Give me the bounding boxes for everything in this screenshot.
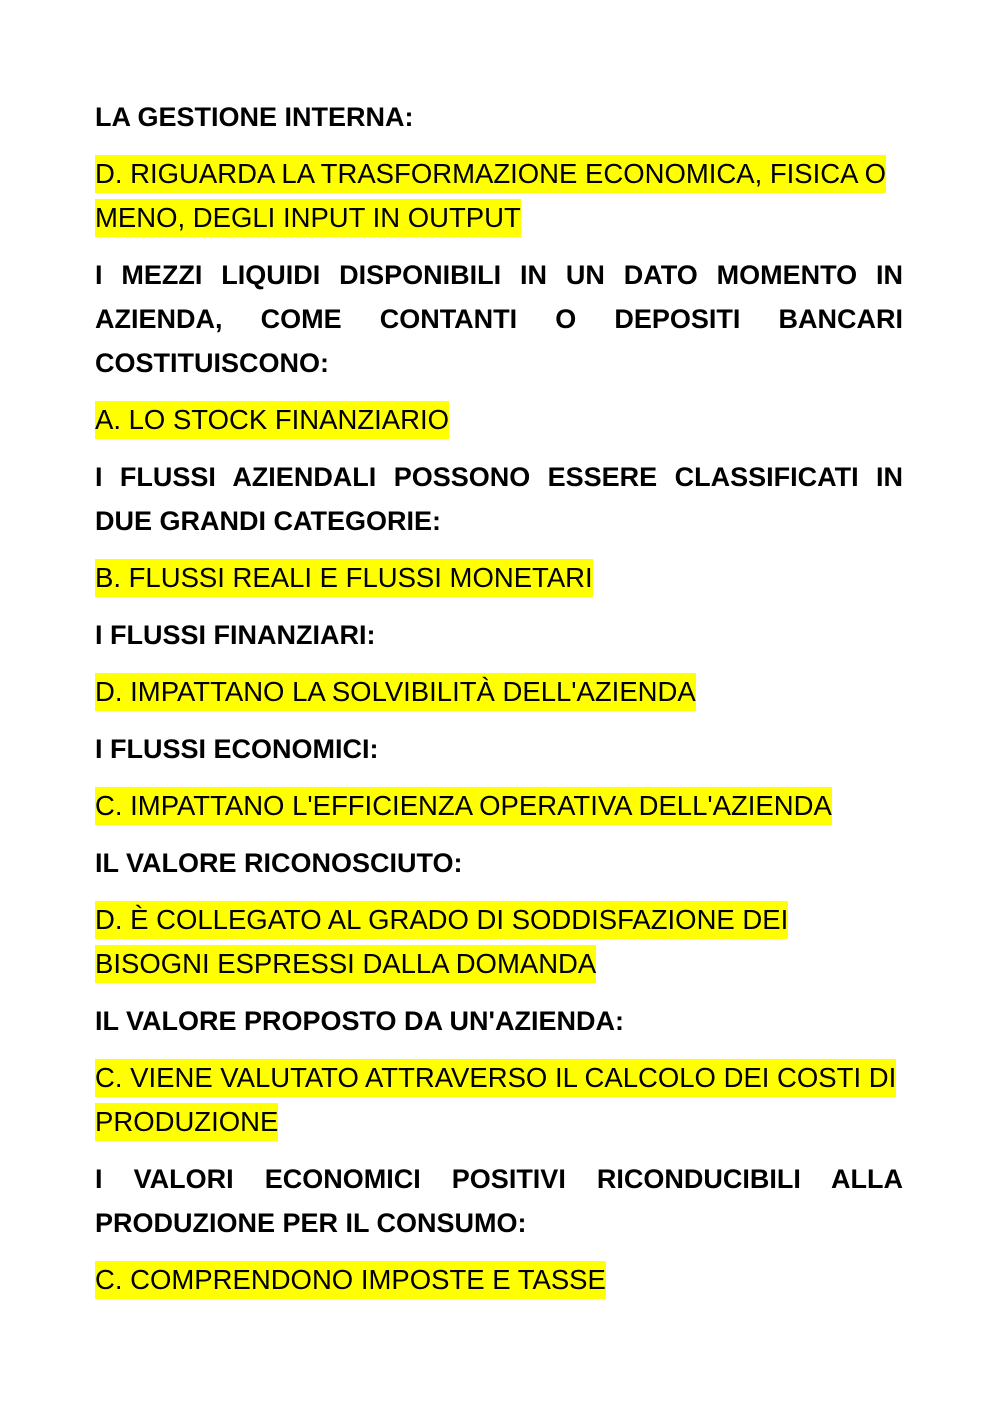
answer-block: [95, 398, 903, 442]
question-text: IL VALORE RICONOSCIUTO:: [95, 848, 463, 878]
highlighted-answer: C. COMPRENDONO IMPOSTE E TASSE: [95, 1261, 606, 1299]
highlighted-answer: C. VIENE VALUTATO ATTRAVERSO IL CALCOLO DEI COSTI DI PRODUZIONE: [95, 1059, 896, 1141]
question-text: IL VALORE PROPOSTO DA UN'AZIENDA:: [95, 1006, 624, 1036]
answer-block: [95, 1258, 903, 1302]
answer-block: [95, 784, 903, 828]
question-text: I VALORI ECONOMICI POSITIVI RICONDUCIBILI ALLA PRODUZIONE PER IL CONSUMO:: [95, 1164, 903, 1238]
answer-block: [95, 670, 903, 714]
question-text: I FLUSSI ECONOMICI:: [95, 734, 379, 764]
quiz-document: [95, 95, 903, 1315]
highlighted-answer: D. RIGUARDA LA TRASFORMAZIONE ECONOMICA, FISICA O MENO, DEGLI INPUT IN OUTPUT: [95, 155, 886, 237]
highlighted-answer: A. LO STOCK FINANZIARIO: [95, 401, 449, 439]
question-text: I FLUSSI AZIENDALI POSSONO ESSERE CLASSIFICATI IN DUE GRANDI CATEGORIE:: [95, 462, 903, 536]
question-text: I MEZZI LIQUIDI DISPONIBILI IN UN DATO MOMENTO IN AZIENDA, COME CONTANTI O DEPOSITI BANCARI COSTITUISCONO:: [95, 260, 903, 378]
answer-block: [95, 1056, 903, 1144]
highlighted-answer: C. IMPATTANO L'EFFICIENZA OPERATIVA DELL'AZIENDA: [95, 787, 832, 825]
question-text: I FLUSSI FINANZIARI:: [95, 620, 376, 650]
answer-block: [95, 556, 903, 600]
highlighted-answer: B. FLUSSI REALI E FLUSSI MONETARI: [95, 559, 593, 597]
answer-block: [95, 152, 903, 240]
highlighted-answer: D. È COLLEGATO AL GRADO DI SODDISFAZIONE DEI BISOGNI ESPRESSI DALLA DOMANDA: [95, 901, 788, 983]
answer-block: [95, 898, 903, 986]
question-text: LA GESTIONE INTERNA:: [95, 102, 414, 132]
highlighted-answer: D. IMPATTANO LA SOLVIBILITÀ DELL'AZIENDA: [95, 673, 696, 711]
